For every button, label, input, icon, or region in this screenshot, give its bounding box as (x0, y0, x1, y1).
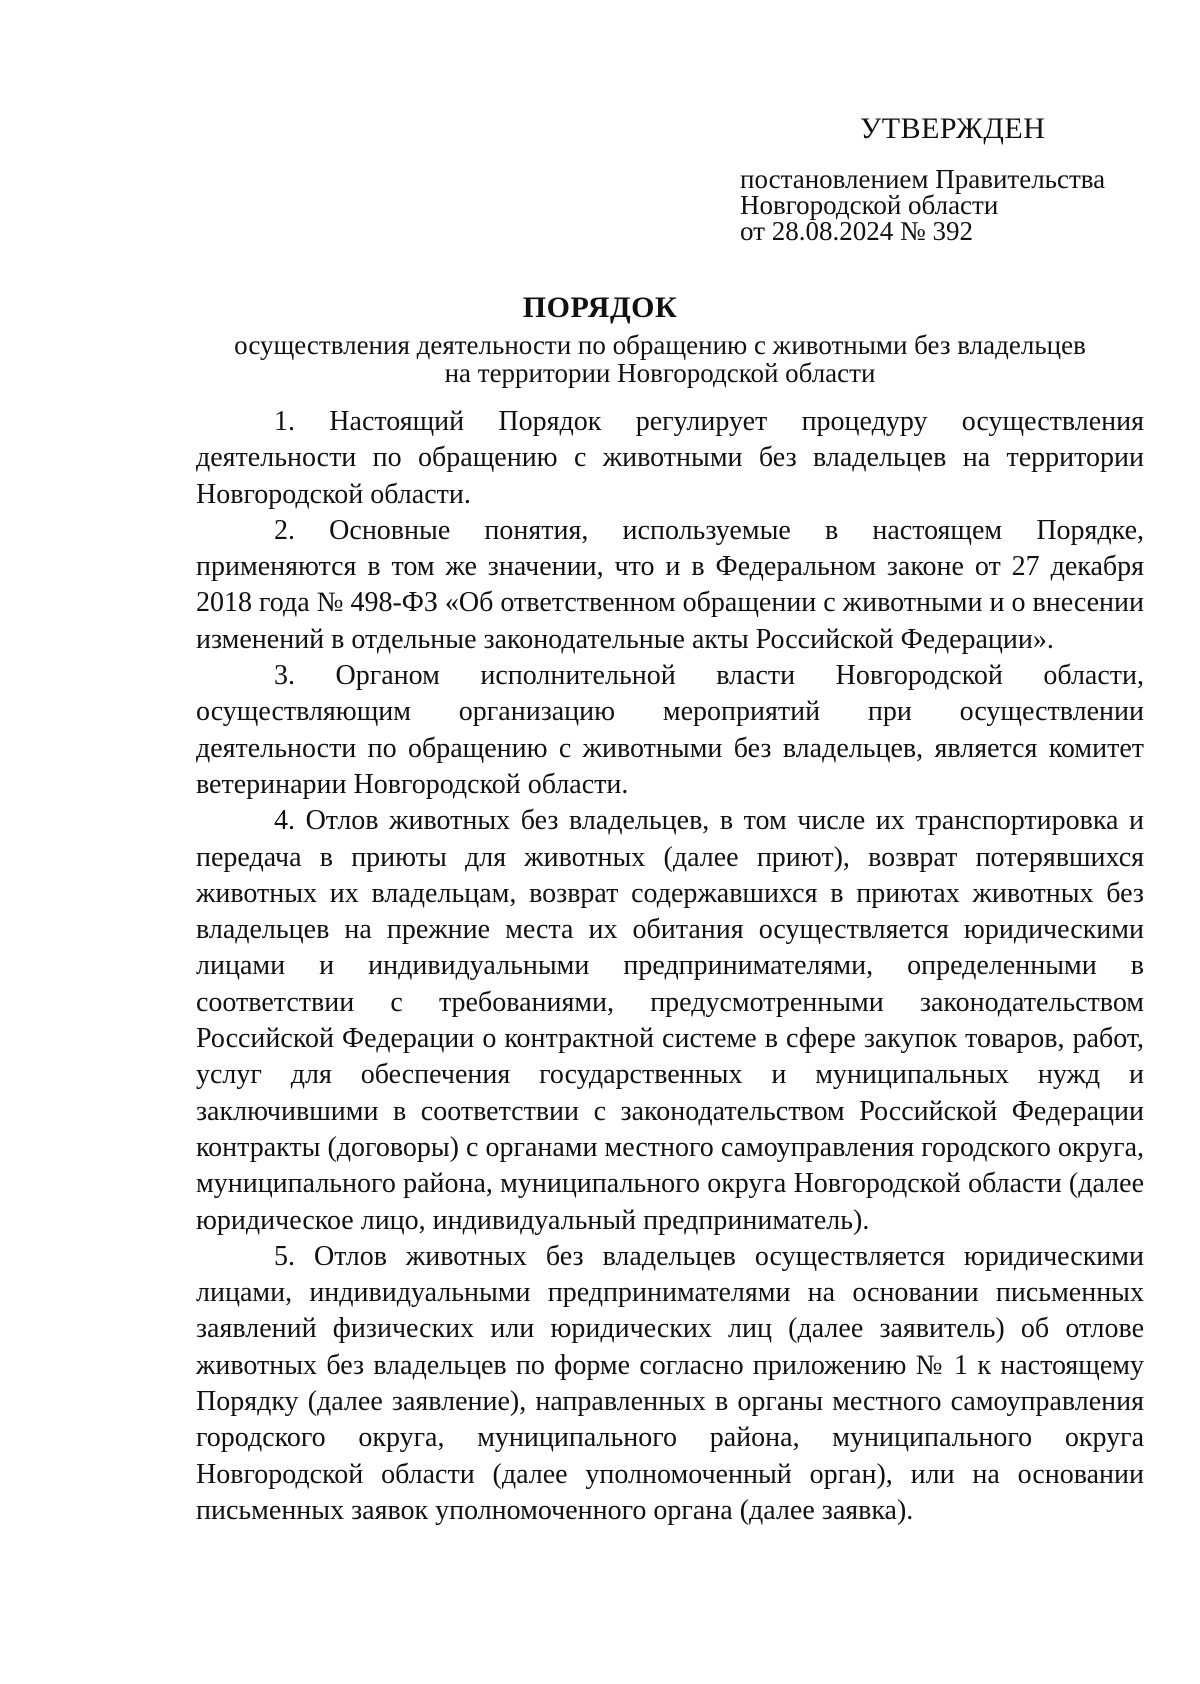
approval-line: Новгородской области (740, 190, 999, 220)
approval-line: от 28.08.2024 № 392 (740, 216, 973, 246)
subtitle-line: на территории Новгородской области (444, 358, 876, 388)
subtitle-line: осуществления деятельности по обращению с животными без владельцев (234, 330, 1086, 360)
paragraph-1: 1. Настоящий Порядок регулирует процедуру осуществления деятельности по обращению с животными без владельцев на территории Новгородской области. (196, 406, 1144, 510)
paragraph-3: 3. Органом исполнительной власти Новгородской области, осуществляющим организацию мероприятий при осуществлении деятельности по обращению с животными без владельцев, является комитет ветеринарии Новгородской области. (196, 660, 1144, 800)
approval-line: постановлением Правительства (740, 164, 1106, 194)
document-subtitle (160, 331, 1160, 387)
paragraph-4: 4. Отлов животных без владельцев, в том числе их транспортировка и передача в приюты для животных (далее приют), возврат потерявшихся животных их владельцам, возврат содержавшихся в приютах животных без владельцев на прежние места их обитания осуществляется юридическими лицами и индивидуальными предпринимателями, определенными в соответствии с требованиями, предусмотренными законодательством Российской Федерации о контрактной системе в сфере закупок товаров, работ, услуг для обеспечения государственных и муниципальных нужд и заключившими в соответствии с законодательством Российской Федерации контракты (договоры) с органами местного самоуправления городского округа, муниципального района, муниципального округа Новгородской области (далее юридическое лицо, индивидуальный предприниматель). (196, 805, 1144, 1236)
paragraph-2: 2. Основные понятия, используемые в настоящем Порядке, применяются в том же значении, что и в Федеральном законе от 27 декабря 2018 года № 498-ФЗ «Об ответственном обращении с животными и о внесении изменений в отдельные законодательные акты Российской Федерации». (196, 514, 1144, 655)
document-title: ПОРЯДОК (522, 291, 678, 324)
approval-heading: УТВЕРЖДЕН (860, 112, 1046, 145)
document-body (196, 404, 1144, 1529)
paragraph-5: 5. Отлов животных без владельцев осуществляется юридическими лицами, индивидуальными предпринимателями на основании письменных заявлений физических или юридических лиц (далее заявитель) об отлове животных без владельцев по форме согласно приложению № 1 к настоящему Порядку (далее заявление), направленных в органы местного самоуправления городского округа, муниципального района, муниципального округа Новгородской области (далее уполномоченный орган), или на основании письменных заявок уполномоченного органа (далее заявка). (196, 1240, 1144, 1526)
approval-block (740, 112, 1160, 244)
